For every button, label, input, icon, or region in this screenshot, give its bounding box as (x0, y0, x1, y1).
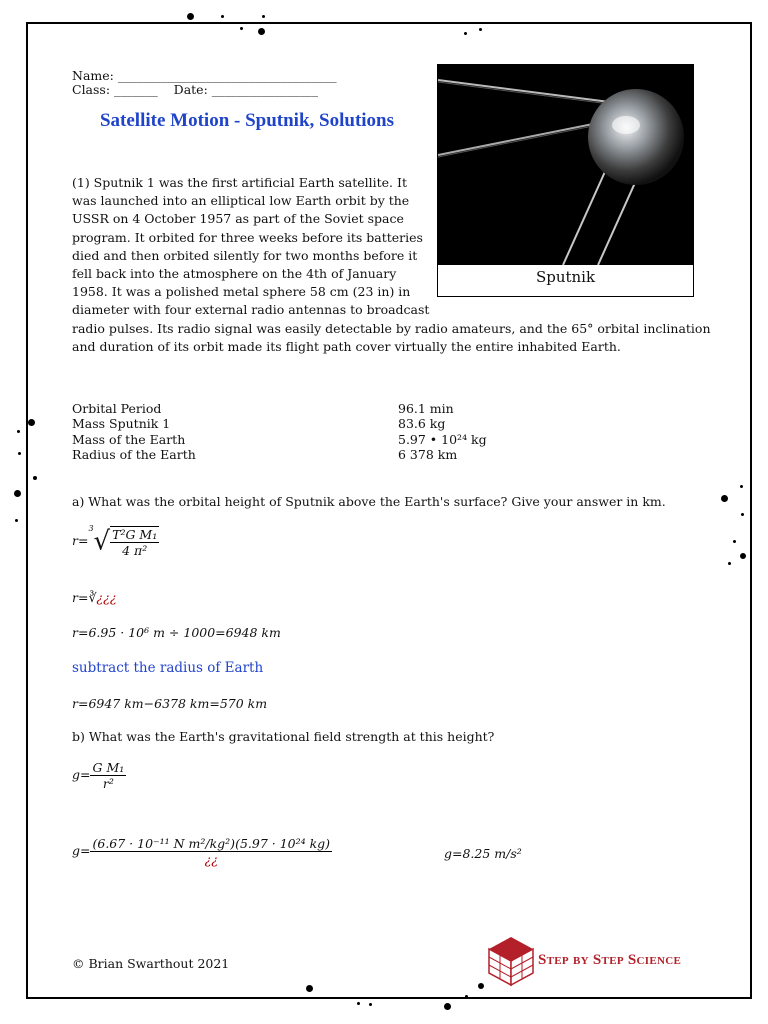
cube-root-icon: ∛ (88, 590, 97, 605)
decorative-dot (728, 562, 731, 565)
decorative-dot (465, 995, 468, 998)
decorative-dot (262, 15, 265, 18)
row-label: Radius of the Earth (72, 446, 196, 462)
table-row (72, 447, 532, 462)
garbled-symbol: ¿¿¿ (96, 590, 117, 605)
eq-lhs: g= (72, 843, 91, 858)
decorative-dot (733, 540, 736, 543)
paragraph-line: USSR on 4 October 1957 as part of the Soviet space (72, 211, 404, 227)
eq-denominator: ¿¿ (204, 852, 218, 867)
decorative-dot (740, 485, 743, 488)
name-line: Name: ___________________________________ (72, 68, 337, 83)
decorative-dot (478, 983, 484, 989)
row-value: 83.6 kg (398, 416, 446, 432)
eq-fraction (90, 760, 126, 791)
equation-a2 (72, 590, 117, 605)
decorative-dot (15, 519, 18, 522)
paragraph-line: program. It orbited for three weeks before its batteries (72, 229, 423, 245)
eq-numerator: G M₁ (92, 760, 125, 775)
eq-fraction (110, 526, 159, 558)
radical-icon: √ (93, 526, 111, 557)
equation-b2 (72, 836, 332, 867)
table-row (72, 416, 532, 431)
copyright: © Brian Swarthout 2021 (72, 956, 230, 971)
row-value: 6 378 km (398, 446, 458, 462)
equation-a1 (72, 524, 159, 558)
equation-a4: r=6947 km−6378 km=570 km (72, 696, 268, 711)
decorative-dot (740, 553, 746, 559)
row-label: Mass of the Earth (72, 431, 186, 447)
decorative-dot (479, 28, 482, 31)
decorative-dot (741, 513, 744, 516)
eq-numerator: T²G M₁ (112, 526, 158, 542)
paragraph-line: diameter with four external radio antennas to broadcast (72, 302, 430, 318)
decorative-dot (721, 495, 728, 502)
stacked-cube-logo-icon (487, 935, 535, 991)
decorative-dot (306, 985, 313, 992)
class-date-line: Class: _______ Date: _________________ (72, 82, 319, 97)
equation-a3: r=6.95 · 10⁶ m ÷ 1000=6948 km (72, 625, 281, 640)
decorative-dot (444, 1003, 451, 1010)
row-value: 5.97 • 10²⁴ kg (398, 431, 487, 447)
decorative-dot (369, 1003, 372, 1006)
decorative-dot (18, 452, 21, 455)
decorative-dot (357, 1002, 360, 1005)
logo-text: Step by Step Science (538, 952, 682, 968)
decorative-dot (258, 28, 265, 35)
decorative-dot (240, 27, 243, 30)
paragraph-line: was launched into an elliptical low Earth orbit by the (72, 193, 410, 209)
table-row (72, 401, 532, 416)
subtract-note: subtract the radius of Earth (72, 660, 264, 676)
decorative-dot (14, 490, 21, 497)
image-caption: Sputnik (535, 268, 596, 286)
decorative-dot (221, 15, 224, 18)
root-index: 3 (88, 524, 94, 533)
question-a: a) What was the orbital height of Sputnik above the Earth's surface? Give your answer in km. (72, 494, 666, 509)
eq-lhs: r= (72, 533, 89, 548)
table-row (72, 432, 532, 447)
eq-lhs: r= (72, 590, 89, 605)
paragraph-line: (1) Sputnik 1 was the first artificial Earth satellite. It (72, 175, 407, 190)
decorative-dot (28, 419, 35, 426)
row-label: Mass Sputnik 1 (72, 416, 171, 432)
page-title: Satellite Motion - Sputnik, Solutions (99, 110, 395, 131)
paragraph-line: fell back into the atmosphere on the 4th of January (72, 266, 397, 282)
eq-lhs: g= (72, 767, 91, 782)
eq-fraction (90, 836, 332, 867)
paragraph-line: died and then orbited silently for two months before it (72, 247, 418, 263)
decorative-dot (187, 13, 194, 20)
eq-numerator: (6.67 · 10⁻¹¹ N m²/kg²)(5.97 · 10²⁴ kg) (92, 836, 331, 851)
decorative-dot (17, 430, 20, 433)
paragraph-line: radio pulses. Its radio signal was easily detectable by radio amateurs, and the 65° orbital inclination (72, 320, 711, 336)
decorative-dot (33, 476, 37, 480)
paragraph-line: 1958. It was a polished metal sphere 58 cm (23 in) in (72, 284, 411, 300)
equation-b1 (72, 760, 126, 791)
paragraph-line: and duration of its orbit made its flight path cover virtually the entire inhabited Earth. (72, 338, 621, 354)
row-value: 96.1 min (398, 401, 454, 416)
eq-denominator: 4 π² (122, 542, 148, 558)
question-b: b) What was the Earth's gravitational field strength at this height? (72, 729, 495, 744)
decorative-dot (464, 32, 467, 35)
row-label: Orbital Period (72, 401, 162, 416)
eq-denominator: r² (102, 776, 114, 791)
intro-paragraph (72, 174, 711, 356)
data-table (72, 401, 532, 462)
equation-b3: g=8.25 m/s² (444, 846, 522, 861)
